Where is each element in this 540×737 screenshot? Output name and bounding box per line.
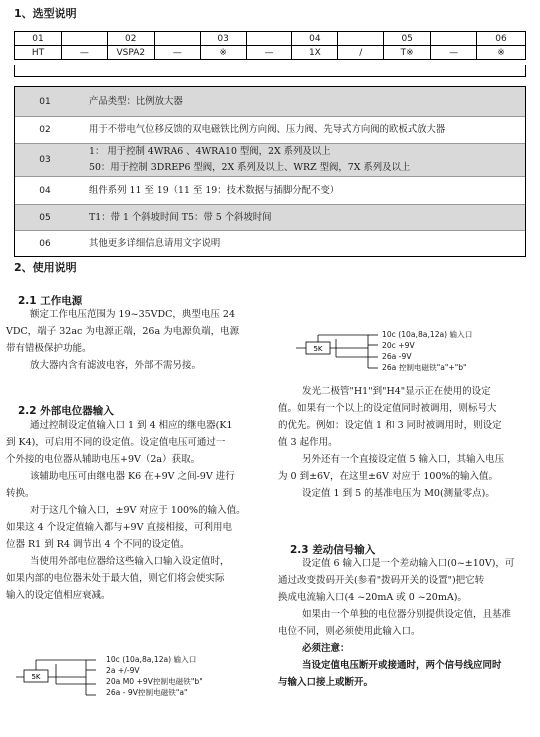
code-value-cell: ※ (200, 46, 246, 60)
text-line: 额定工作电压范围为 19~35VDC，典型电压 24 (30, 309, 236, 320)
right-body (278, 383, 530, 502)
text-line: 发光二极管"H1"到"H4"显示正在使用的设定 (302, 386, 491, 397)
desc-row-text (75, 231, 525, 256)
note-title: 必须注意： (302, 643, 350, 654)
desc-row-text (75, 205, 525, 230)
desc-row-text (75, 177, 525, 204)
text-line: 另外还有一个直接设定值 5 输入口，其输入电压 (302, 454, 505, 465)
position-cell: 01 (15, 32, 62, 46)
text-line: 换成电流输入口(4 ~20mA 或 0 ~20mA)。 (278, 592, 467, 603)
position-cell (338, 32, 384, 46)
text-line: 带有错极保护功能。 (6, 343, 92, 354)
terminal-info: (10a,8a,12a) 输入口 (122, 655, 197, 664)
terminal-id: 2a (106, 666, 116, 675)
terminal-info: -9V (398, 352, 412, 361)
terminal-row (382, 329, 472, 340)
code-values-row (15, 46, 526, 60)
subsection-2-1-title: 2.1 工作电源 (18, 295, 83, 307)
text-line: 的优先。例如：设定值 1 和 3 同时被调用时，则设定 (278, 420, 502, 431)
text-line: 位器 R1 到 R4 调节出 4 个不同的设定值。 (6, 539, 190, 550)
terminal-row (106, 654, 203, 665)
text-line: 当使用外部电位器给这些输入口输入设定值时， (30, 556, 230, 567)
text-line: 转换。 (6, 488, 35, 499)
section-1-title: 1、选型说明 (14, 7, 77, 20)
desc-row-text (75, 144, 525, 176)
s21-body (6, 306, 262, 374)
terminal-info: +9V控制电磁铁"b" (136, 677, 203, 686)
desc-line: 组件系列 11 至 19（11 至 19：技术数据与插脚分配不变） (89, 184, 340, 196)
diagram-2-labels (106, 654, 203, 698)
code-value-cell: HT (15, 46, 62, 60)
terminal-info: (10a,8a,12a) 输入口 (398, 330, 473, 339)
position-cell (246, 32, 292, 46)
terminal-row (106, 665, 203, 676)
code-value-cell: ※ (477, 46, 526, 60)
text-line: 如果由一个单独的电位器分别提供设定值，且基准 (302, 609, 512, 620)
terminal-row (106, 687, 203, 698)
code-value-cell: — (154, 46, 200, 60)
text-line: 如果内部的电位器未处于最大值，则它们将会使实际 (6, 573, 225, 584)
desc-line: 50：用于控制 3DREP6 型阀，2X 系列及以上、WRZ 型阀，7X 系列及以上 (89, 162, 411, 173)
model-code-table (14, 31, 526, 60)
desc-row-number: 05 (39, 212, 51, 223)
terminal-info: 控制电磁铁"a"+"b" (398, 363, 467, 372)
code-positions-row (15, 32, 526, 46)
desc-row-text (75, 87, 525, 116)
code-value-cell: — (246, 46, 292, 60)
terminal-row (106, 676, 203, 687)
text-line: 值。如果有一个以上的设定值同时被调用，则标号大 (278, 403, 497, 414)
text-line: 设定值 6 输入口是一个差动输入口(0~±10V)，可 (302, 558, 515, 569)
terminal-info: - 9V控制电磁铁"a" (122, 688, 188, 697)
desc-line: 其他更多详细信息请用文字说明 (89, 237, 221, 249)
text-line: 个外接的电位器从辅助电压+9V（2a）获取。 (6, 454, 201, 465)
terminal-id: 10c (106, 655, 120, 664)
code-value-cell: — (61, 46, 107, 60)
text-line: 对于这几个输入口，±9V 对应于 100%的输入值。 (30, 505, 246, 516)
text-line: 放大器内含有滤波电容，外部不需另接。 (30, 360, 202, 371)
terminal-info: +9V (398, 341, 415, 350)
s23-body (278, 555, 530, 691)
position-cell: 05 (384, 32, 431, 46)
desc-row-text (75, 117, 525, 143)
code-value-cell: VSPA2 (107, 46, 154, 60)
desc-row (15, 117, 525, 144)
note-line: 当设定值电压断开或接通时，两个信号线应同时 (302, 660, 502, 671)
resistor-label: 5K (31, 673, 41, 681)
desc-row-number: 06 (39, 238, 51, 249)
desc-line: 1： 用于控制 4WRA6 、4WRA10 型阀，2X 系列及以上 (89, 146, 331, 157)
desc-row (15, 87, 525, 117)
description-table (14, 86, 526, 257)
diagram-1-labels (382, 329, 472, 373)
note-line: 与输入口接上或断开。 (278, 677, 374, 688)
code-value-cell: 1X (292, 46, 338, 60)
desc-line: 用于不带电气位移反馈的双电磁铁比例方向阀、压力阀、先导式方向阀的欧板式放大器 (89, 124, 446, 135)
desc-row-number: 01 (39, 96, 51, 107)
position-cell (431, 32, 477, 46)
text-line: 该辅助电压可由继电器 K6 在+9V 之间-9V 进行 (30, 471, 235, 482)
desc-line: 产品类型：比例放大器 (89, 95, 183, 107)
terminal-id: 20a M0 (106, 677, 135, 686)
desc-row (15, 144, 525, 177)
desc-row (15, 205, 525, 231)
position-cell (154, 32, 200, 46)
resistor-label: 5K (313, 345, 323, 353)
text-line: 如果这 4 个设定值输入都与+9V 直接相接，可利用电 (6, 522, 232, 533)
position-cell: 03 (200, 32, 246, 46)
desc-row-number: 04 (39, 185, 51, 196)
terminal-row (382, 362, 472, 373)
desc-row (15, 231, 525, 256)
position-cell: 04 (292, 32, 338, 46)
terminal-id: 10c (382, 330, 396, 339)
position-cell (61, 32, 107, 46)
section-2-title: 2、使用说明 (14, 261, 77, 274)
desc-line: T1：带 1 个斜坡时间 T5：带 5 个斜坡时间 (89, 211, 272, 223)
desc-row (15, 177, 525, 205)
code-value-cell: — (431, 46, 477, 60)
text-line: VDC，端子 32ac 为电源正端，26a 为电源负端，电源 (6, 326, 240, 337)
terminal-info: +/-9V (117, 666, 140, 675)
desc-row-number: 02 (39, 125, 51, 135)
text-line: 输入的设定值相应衰减。 (6, 590, 111, 601)
code-value-cell: T※ (384, 46, 431, 60)
desc-row-number: 03 (39, 155, 51, 165)
s22-body (6, 417, 262, 604)
terminal-id: 26a (382, 352, 397, 361)
text-line: 设定值 1 到 5 的基准电压为 M0(测量零点)。 (302, 488, 495, 499)
terminal-row (382, 340, 472, 351)
subsection-2-2-title: 2.2 外部电位器输入 (18, 405, 114, 417)
text-line: 电位不同，则必须使用此输入口。 (278, 626, 421, 637)
text-line: 到 K4)，可启用不同的设定值。设定值电压可通过一 (6, 437, 226, 448)
terminal-id: 26a (382, 363, 397, 372)
text-line: 通过改变拨码开关(参看"拨码开关的设置")把它转 (278, 575, 485, 586)
terminal-id: 20c (382, 341, 396, 350)
position-cell: 02 (107, 32, 154, 46)
terminal-row (382, 351, 472, 362)
subsection-2-3-title: 2.3 差动信号输入 (290, 544, 376, 556)
code-table-spacer (14, 65, 526, 77)
terminal-id: 26a (106, 688, 121, 697)
text-line: 值 3 起作用。 (278, 437, 338, 448)
text-line: 通过控制设定值输入口 1 到 4 相应的继电器(K1 (30, 420, 233, 431)
position-cell: 06 (477, 32, 526, 46)
text-line: 为 0 到±6V，在这里±6V 对应于 100%的输入值。 (278, 471, 499, 482)
code-value-cell: / (338, 46, 384, 60)
